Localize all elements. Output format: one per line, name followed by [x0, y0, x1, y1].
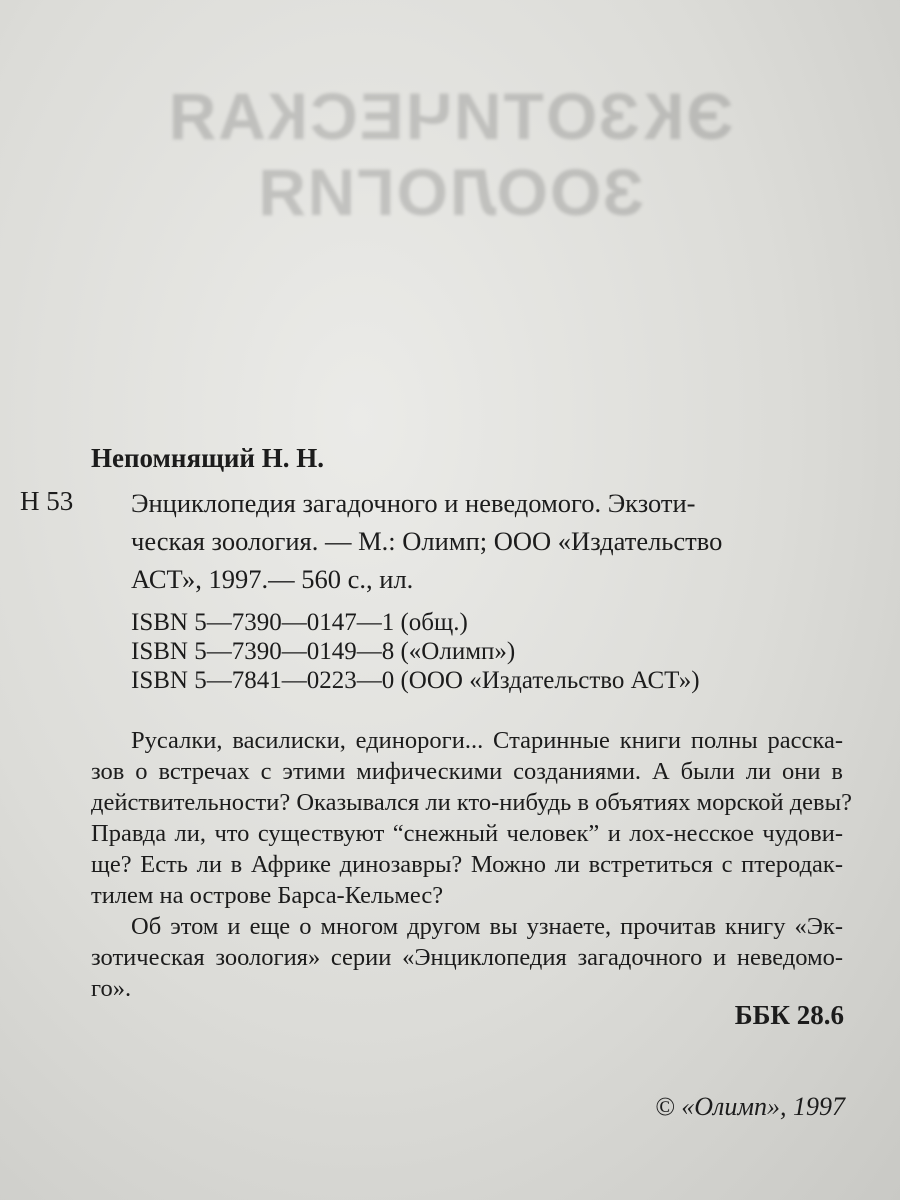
annotation-line: Правда ли, что существуют “снежный человек” и лох-несское чудови- — [91, 820, 843, 847]
biblio-line: Энциклопедия загадочного и неведомого. Экзоти- — [131, 488, 696, 518]
bleed-through-title — [0, 78, 900, 230]
annotation-line: зотическая зоология» серии «Энциклопедия загадочного и неведомо- — [91, 944, 843, 971]
library-code: Н 53 — [20, 486, 74, 516]
biblio-line: АСТ», 1997.— 560 с., ил. — [131, 564, 414, 594]
isbn-line: ISBN 5—7390—0149—8 («Олимп») — [131, 638, 516, 665]
annotation — [91, 725, 852, 1004]
isbn-line: ISBN 5—7841—0223—0 (ООО «Издательство АСТ») — [131, 667, 700, 694]
copyright-notice: © «Олимп», 1997 — [655, 1092, 845, 1121]
biblio-line: ческая зоология. — М.: Олимп; ООО «Издательство — [131, 526, 723, 556]
bibliographic-description — [131, 484, 841, 598]
bleed-through-line-1: ЭКЗОТИЧЕСКАЯ — [166, 79, 734, 153]
annotation-line: тилем на острове Барса-Кельмес? — [91, 882, 444, 909]
isbn-line: ISBN 5—7390—0147—1 (общ.) — [131, 609, 468, 636]
annotation-line: ще? Есть ли в Африке динозавры? Можно ли встретиться с птеродак- — [91, 851, 843, 878]
author-name: Непомнящий Н. Н. — [91, 443, 324, 473]
bleed-through-line-2: ЗООЛОГИЯ — [256, 155, 644, 229]
annotation-line: Русалки, василиски, единороги... Старинные книги полны расска- — [131, 727, 843, 754]
annotation-line: зов о встречах с этими мифическими созданиями. А были ли они в — [91, 758, 843, 785]
isbn-list — [131, 608, 700, 695]
annotation-line: действительности? Оказывался ли кто-нибудь в объятиях морской девы? — [91, 789, 852, 816]
bbk-index: ББК 28.6 — [734, 1000, 844, 1030]
annotation-line: го». — [91, 975, 132, 1002]
annotation-line: Об этом и еще о многом другом вы узнаете, прочитав книгу «Эк- — [131, 913, 843, 940]
